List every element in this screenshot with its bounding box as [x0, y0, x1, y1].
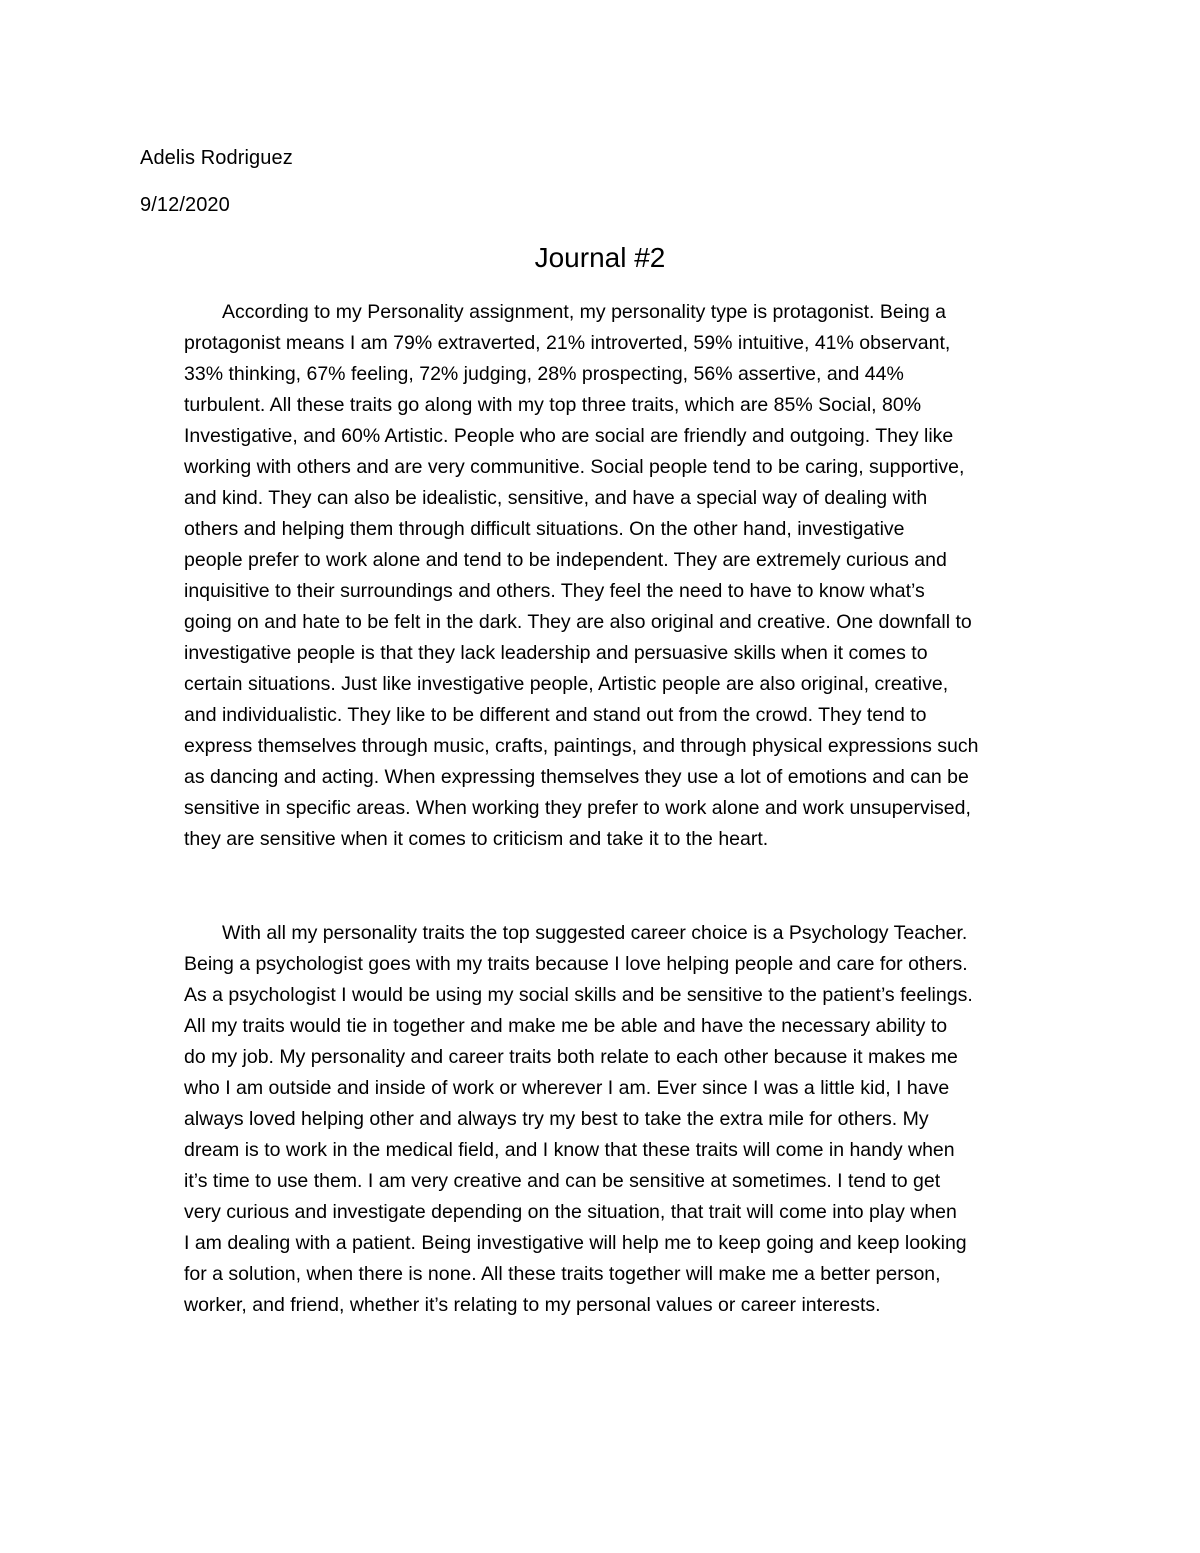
paragraph-line: others and helping them through difficult situations. On the other hand, investigative	[184, 518, 905, 540]
paragraph-line: certain situations. Just like investigative people, Artistic people are also original, creative,	[184, 673, 949, 695]
paragraph-line: As a psychologist I would be using my social skills and be sensitive to the patient’s feelings.	[184, 984, 973, 1006]
paragraph-line: I am dealing with a patient. Being investigative will help me to keep going and keep looking	[184, 1232, 967, 1254]
paragraph-line: people prefer to work alone and tend to be independent. They are extremely curious and	[184, 549, 947, 571]
paragraph-line: sensitive in specific areas. When working they prefer to work alone and work unsupervised,	[184, 797, 971, 819]
paragraph-line: it’s time to use them. I am very creative and can be sensitive at sometimes. I tend to get	[184, 1170, 941, 1192]
paragraph-line: Being a psychologist goes with my traits because I love helping people and care for others.	[184, 953, 968, 975]
paragraph-line: do my job. My personality and career traits both relate to each other because it makes me	[184, 1046, 958, 1068]
paragraph-line: as dancing and acting. When expressing themselves they use a lot of emotions and can be	[184, 766, 969, 788]
paragraph-line: they are sensitive when it comes to criticism and take it to the heart.	[184, 828, 769, 850]
paragraph-line: With all my personality traits the top suggested career choice is a Psychology Teacher.	[222, 922, 968, 944]
paragraph-line: express themselves through music, crafts, paintings, and through physical expressions such	[184, 735, 979, 757]
paragraph-line: who I am outside and inside of work or wherever I am. Ever since I was a little kid, I have	[184, 1077, 950, 1099]
paragraph-line: According to my Personality assignment, my personality type is protagonist. Being a	[222, 301, 947, 323]
paragraph-line: and kind. They can also be idealistic, sensitive, and have a special way of dealing with	[184, 487, 928, 509]
paragraph-line: and individualistic. They like to be different and stand out from the crowd. They tend to	[184, 704, 927, 726]
paragraph-line: going on and hate to be felt in the dark. They are also original and creative. One downfall to	[184, 611, 972, 633]
paragraph-line: All my traits would tie in together and make me be able and have the necessary ability to	[184, 1015, 948, 1037]
paragraph-line: inquisitive to their surroundings and others. They feel the need to have to know what’s	[184, 580, 925, 602]
paragraph-line: dream is to work in the medical field, and I know that these traits will come in handy when	[184, 1139, 955, 1161]
author-name: Adelis Rodriguez	[140, 147, 293, 169]
paragraph-line: 33% thinking, 67% feeling, 72% judging, 28% prospecting, 56% assertive, and 44%	[184, 363, 904, 385]
paragraph-line: working with others and are very communitive. Social people tend to be caring, supportive,	[184, 456, 965, 478]
paragraph-line: turbulent. All these traits go along with my top three traits, which are 85% Social, 80%	[184, 394, 922, 416]
paragraph-line: protagonist means I am 79% extraverted, 21% introverted, 59% intuitive, 41% observant,	[184, 332, 951, 354]
body-paragraph	[184, 297, 1064, 855]
paragraph-line: worker, and friend, whether it’s relating to my personal values or career interests.	[184, 1294, 881, 1316]
paragraph-line: always loved helping other and always try my best to take the extra mile for others. My	[184, 1108, 929, 1130]
paragraph-line: Investigative, and 60% Artistic. People who are social are friendly and outgoing. They like	[184, 425, 954, 447]
paragraph-line: investigative people is that they lack leadership and persuasive skills when it comes to	[184, 642, 928, 664]
document-title: Journal #2	[534, 242, 666, 273]
document-date: 9/12/2020	[140, 194, 230, 216]
paragraph-line: for a solution, when there is none. All these traits together will make me a better person,	[184, 1263, 941, 1285]
body-paragraph	[184, 918, 1064, 1321]
paragraph-line: very curious and investigate depending on the situation, that trait will come into play when	[184, 1201, 957, 1223]
